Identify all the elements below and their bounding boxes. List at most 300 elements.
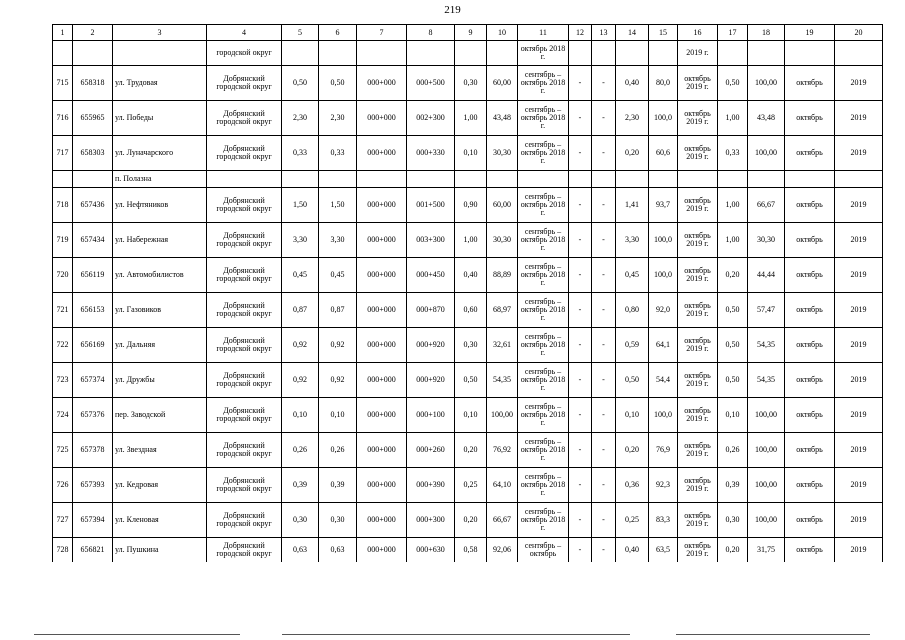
start-km-cell: 000+000 [357, 328, 407, 363]
planned-percent-cell: 100,0 [649, 258, 678, 293]
street-name-cell: ул. Дружбы [113, 363, 207, 398]
table-row [53, 328, 883, 363]
planned-percent-cell: 93,7 [649, 188, 678, 223]
length-cell [282, 171, 319, 188]
repair-length-cell: 0,20 [455, 433, 487, 468]
end-km-cell [407, 171, 455, 188]
actual-percent-cell: 100,00 [748, 503, 785, 538]
column-number-header: 1 [53, 25, 73, 41]
repair-percent-cell: 100,00 [487, 398, 518, 433]
col-12-cell: - [569, 328, 592, 363]
row-number-cell: 725 [53, 433, 73, 468]
repair-period-cell: сентябрь – октябрь 2018 г. [518, 398, 569, 433]
column-number-header: 5 [282, 25, 319, 41]
column-number-header: 20 [835, 25, 883, 41]
road-id-cell: 657376 [73, 398, 113, 433]
municipality-cell: Добрянский городской округ [207, 188, 282, 223]
end-km-cell: 000+870 [407, 293, 455, 328]
col-12-cell: - [569, 503, 592, 538]
actual-length-cell: 0,20 [718, 538, 748, 563]
start-km-cell: 000+000 [357, 363, 407, 398]
street-name-cell: ул. Кленовая [113, 503, 207, 538]
road-register-table [52, 24, 883, 562]
end-km-cell: 000+330 [407, 136, 455, 171]
length-total-cell: 2,30 [319, 101, 357, 136]
month-cell: октябрь [785, 258, 835, 293]
actual-percent-cell: 43,48 [748, 101, 785, 136]
planned-period-cell: октябрь 2019 г. [678, 433, 718, 468]
row-number-cell: 716 [53, 101, 73, 136]
end-km-cell: 000+500 [407, 66, 455, 101]
municipality-cell: Добрянский городской округ [207, 503, 282, 538]
column-number-header: 8 [407, 25, 455, 41]
table-row [53, 503, 883, 538]
repair-length-cell: 0,50 [455, 363, 487, 398]
end-km-cell: 000+450 [407, 258, 455, 293]
start-km-cell: 000+000 [357, 101, 407, 136]
length-cell: 0,26 [282, 433, 319, 468]
repair-percent-cell: 54,35 [487, 363, 518, 398]
planned-length-cell: 0,20 [616, 136, 649, 171]
actual-length-cell: 0,50 [718, 328, 748, 363]
planned-percent-cell: 83,3 [649, 503, 678, 538]
row-number-cell: 715 [53, 66, 73, 101]
actual-percent-cell: 100,00 [748, 66, 785, 101]
start-km-cell: 000+000 [357, 66, 407, 101]
month-cell: октябрь [785, 398, 835, 433]
planned-percent-cell: 100,0 [649, 101, 678, 136]
column-number-header: 3 [113, 25, 207, 41]
repair-percent-cell: 60,00 [487, 66, 518, 101]
actual-percent-cell [748, 41, 785, 66]
col-13-cell [592, 41, 616, 66]
table-row [53, 538, 883, 563]
row-number-cell: 719 [53, 223, 73, 258]
column-number-header: 2 [73, 25, 113, 41]
repair-period-cell: сентябрь – октябрь 2018 г. [518, 328, 569, 363]
length-total-cell: 0,92 [319, 328, 357, 363]
year-cell: 2019 [835, 101, 883, 136]
actual-percent-cell: 100,00 [748, 468, 785, 503]
year-cell [835, 171, 883, 188]
month-cell: октябрь [785, 136, 835, 171]
length-total-cell: 0,30 [319, 503, 357, 538]
actual-percent-cell: 100,00 [748, 136, 785, 171]
repair-period-cell: сентябрь – октябрь 2018 г. [518, 433, 569, 468]
length-total-cell: 0,10 [319, 398, 357, 433]
planned-percent-cell [649, 171, 678, 188]
actual-percent-cell: 31,75 [748, 538, 785, 563]
repair-percent-cell: 66,67 [487, 503, 518, 538]
length-cell: 0,39 [282, 468, 319, 503]
col-12-cell: - [569, 293, 592, 328]
road-id-cell: 657394 [73, 503, 113, 538]
end-km-cell: 001+500 [407, 188, 455, 223]
column-number-header: 10 [487, 25, 518, 41]
length-total-cell [319, 171, 357, 188]
planned-period-cell: октябрь 2019 г. [678, 538, 718, 563]
length-cell: 2,30 [282, 101, 319, 136]
length-cell: 0,92 [282, 363, 319, 398]
end-km-cell [407, 41, 455, 66]
actual-length-cell: 0,50 [718, 363, 748, 398]
planned-length-cell [616, 171, 649, 188]
month-cell: октябрь [785, 66, 835, 101]
repair-percent-cell: 30,30 [487, 136, 518, 171]
col-12-cell: - [569, 258, 592, 293]
page-number: 219 [444, 4, 461, 16]
planned-percent-cell: 63,5 [649, 538, 678, 563]
start-km-cell [357, 41, 407, 66]
repair-period-cell: сентябрь – октябрь 2018 г. [518, 293, 569, 328]
col-13-cell: - [592, 293, 616, 328]
month-cell [785, 171, 835, 188]
actual-percent-cell: 100,00 [748, 398, 785, 433]
length-total-cell: 0,39 [319, 468, 357, 503]
table-row [53, 468, 883, 503]
column-number-header: 19 [785, 25, 835, 41]
month-cell: октябрь [785, 101, 835, 136]
end-km-cell: 000+630 [407, 538, 455, 563]
repair-period-cell: сентябрь – октябрь 2018 г. [518, 223, 569, 258]
actual-percent-cell: 54,35 [748, 363, 785, 398]
actual-length-cell: 0,20 [718, 258, 748, 293]
column-number-header: 4 [207, 25, 282, 41]
length-total-cell: 1,50 [319, 188, 357, 223]
actual-percent-cell: 30,30 [748, 223, 785, 258]
col-12-cell: - [569, 538, 592, 563]
col-12-cell: - [569, 398, 592, 433]
planned-percent-cell: 92,3 [649, 468, 678, 503]
column-number-header: 9 [455, 25, 487, 41]
planned-percent-cell: 100,0 [649, 223, 678, 258]
repair-period-cell: октябрь 2018 г. [518, 41, 569, 66]
table-row [53, 223, 883, 258]
month-cell: октябрь [785, 468, 835, 503]
repair-length-cell: 0,25 [455, 468, 487, 503]
col-13-cell: - [592, 538, 616, 563]
col-13-cell: - [592, 223, 616, 258]
planned-period-cell: октябрь 2019 г. [678, 258, 718, 293]
month-cell: октябрь [785, 223, 835, 258]
column-number-header: 16 [678, 25, 718, 41]
road-id-cell [73, 41, 113, 66]
year-cell [835, 41, 883, 66]
planned-percent-cell: 100,0 [649, 398, 678, 433]
street-name-cell: ул. Набережная [113, 223, 207, 258]
locality-label: п. Полазна [113, 171, 207, 188]
street-name-cell: ул. Луначарского [113, 136, 207, 171]
col-13-cell: - [592, 66, 616, 101]
municipality-cell [207, 171, 282, 188]
planned-length-cell: 1,41 [616, 188, 649, 223]
year-cell: 2019 [835, 363, 883, 398]
length-total-cell: 0,63 [319, 538, 357, 563]
actual-length-cell: 0,33 [718, 136, 748, 171]
year-cell: 2019 [835, 433, 883, 468]
length-total-cell: 0,92 [319, 363, 357, 398]
end-km-cell: 003+300 [407, 223, 455, 258]
planned-percent-cell [649, 41, 678, 66]
col-12-cell: - [569, 363, 592, 398]
repair-percent-cell: 60,00 [487, 188, 518, 223]
repair-period-cell: сентябрь – октябрь 2018 г. [518, 136, 569, 171]
municipality-cell: Добрянский городской округ [207, 101, 282, 136]
row-number-cell: 724 [53, 398, 73, 433]
repair-percent-cell: 68,97 [487, 293, 518, 328]
planned-length-cell: 0,25 [616, 503, 649, 538]
col-13-cell: - [592, 398, 616, 433]
start-km-cell: 000+000 [357, 188, 407, 223]
street-name-cell: пер. Заводской [113, 398, 207, 433]
planned-length-cell: 0,36 [616, 468, 649, 503]
end-km-cell: 000+920 [407, 363, 455, 398]
planned-length-cell: 3,30 [616, 223, 649, 258]
length-cell: 0,92 [282, 328, 319, 363]
road-id-cell: 656169 [73, 328, 113, 363]
col-12-cell [569, 41, 592, 66]
table-row [53, 188, 883, 223]
municipality-cell: Добрянский городской округ [207, 223, 282, 258]
municipality-cell: Добрянский городской округ [207, 538, 282, 563]
planned-period-cell: октябрь 2019 г. [678, 66, 718, 101]
municipality-cell: Добрянский городской округ [207, 293, 282, 328]
length-cell: 3,30 [282, 223, 319, 258]
col-13-cell: - [592, 136, 616, 171]
col-13-cell: - [592, 468, 616, 503]
repair-length-cell: 0,40 [455, 258, 487, 293]
col-13-cell: - [592, 101, 616, 136]
end-km-cell: 000+300 [407, 503, 455, 538]
column-number-header: 15 [649, 25, 678, 41]
col-13-cell: - [592, 503, 616, 538]
planned-percent-cell: 92,0 [649, 293, 678, 328]
length-cell: 0,63 [282, 538, 319, 563]
month-cell: октябрь [785, 328, 835, 363]
planned-length-cell: 2,30 [616, 101, 649, 136]
repair-percent-cell: 32,61 [487, 328, 518, 363]
street-name-cell: ул. Автомобилистов [113, 258, 207, 293]
street-name-cell: ул. Дальняя [113, 328, 207, 363]
repair-period-cell: сентябрь – октябрь 2018 г. [518, 468, 569, 503]
end-km-cell: 002+300 [407, 101, 455, 136]
column-number-header: 18 [748, 25, 785, 41]
month-cell: октябрь [785, 538, 835, 563]
actual-percent-cell [748, 171, 785, 188]
actual-percent-cell: 66,67 [748, 188, 785, 223]
year-cell: 2019 [835, 293, 883, 328]
length-cell: 0,33 [282, 136, 319, 171]
repair-period-cell: сентябрь – октябрь 2018 г. [518, 66, 569, 101]
repair-percent-cell [487, 171, 518, 188]
municipality-cell: Добрянский городской округ [207, 433, 282, 468]
year-cell: 2019 [835, 538, 883, 563]
actual-length-cell: 0,26 [718, 433, 748, 468]
row-number-cell [53, 171, 73, 188]
start-km-cell: 000+000 [357, 468, 407, 503]
row-number-cell: 727 [53, 503, 73, 538]
repair-percent-cell: 30,30 [487, 223, 518, 258]
col-12-cell: - [569, 223, 592, 258]
col-13-cell: - [592, 433, 616, 468]
planned-period-cell: октябрь 2019 г. [678, 468, 718, 503]
repair-length-cell: 0,60 [455, 293, 487, 328]
actual-length-cell: 0,30 [718, 503, 748, 538]
length-cell: 0,50 [282, 66, 319, 101]
footer-rule-right [676, 634, 870, 635]
start-km-cell: 000+000 [357, 293, 407, 328]
start-km-cell [357, 171, 407, 188]
planned-percent-cell: 60,6 [649, 136, 678, 171]
planned-length-cell: 0,50 [616, 363, 649, 398]
repair-length-cell: 1,00 [455, 223, 487, 258]
municipality-cell: Добрянский городской округ [207, 328, 282, 363]
actual-percent-cell: 100,00 [748, 433, 785, 468]
road-id-cell: 655965 [73, 101, 113, 136]
actual-length-cell: 0,50 [718, 293, 748, 328]
repair-period-cell: сентябрь – октябрь [518, 538, 569, 563]
length-total-cell: 0,26 [319, 433, 357, 468]
road-id-cell: 657393 [73, 468, 113, 503]
actual-length-cell [718, 41, 748, 66]
col-12-cell: - [569, 136, 592, 171]
length-cell: 0,87 [282, 293, 319, 328]
actual-length-cell: 0,39 [718, 468, 748, 503]
street-name-cell: ул. Кедровая [113, 468, 207, 503]
planned-percent-cell: 54,4 [649, 363, 678, 398]
road-id-cell: 656153 [73, 293, 113, 328]
road-id-cell: 658318 [73, 66, 113, 101]
month-cell: октябрь [785, 433, 835, 468]
row-number-cell [53, 41, 73, 66]
start-km-cell: 000+000 [357, 433, 407, 468]
end-km-cell: 000+390 [407, 468, 455, 503]
end-km-cell: 000+100 [407, 398, 455, 433]
municipality-cell: Добрянский городской округ [207, 468, 282, 503]
row-number-cell: 721 [53, 293, 73, 328]
column-number-header: 13 [592, 25, 616, 41]
repair-length-cell [455, 41, 487, 66]
planned-percent-cell: 80,0 [649, 66, 678, 101]
road-id-cell: 657434 [73, 223, 113, 258]
col-12-cell: - [569, 66, 592, 101]
road-id-cell: 657436 [73, 188, 113, 223]
actual-length-cell: 1,00 [718, 223, 748, 258]
actual-length-cell: 0,10 [718, 398, 748, 433]
month-cell: октябрь [785, 363, 835, 398]
planned-period-cell [678, 171, 718, 188]
repair-period-cell [518, 171, 569, 188]
year-cell: 2019 [835, 136, 883, 171]
row-number-cell: 720 [53, 258, 73, 293]
end-km-cell: 000+260 [407, 433, 455, 468]
actual-length-cell: 0,50 [718, 66, 748, 101]
repair-period-cell: сентябрь – октябрь 2018 г. [518, 363, 569, 398]
planned-period-cell: октябрь 2019 г. [678, 328, 718, 363]
year-cell: 2019 [835, 258, 883, 293]
table-row [53, 433, 883, 468]
column-number-header: 6 [319, 25, 357, 41]
start-km-cell: 000+000 [357, 136, 407, 171]
year-cell: 2019 [835, 503, 883, 538]
planned-length-cell: 0,20 [616, 433, 649, 468]
col-12-cell: - [569, 468, 592, 503]
start-km-cell: 000+000 [357, 398, 407, 433]
road-id-cell: 658303 [73, 136, 113, 171]
length-total-cell: 0,33 [319, 136, 357, 171]
street-name-cell: ул. Пушкина [113, 538, 207, 563]
length-cell: 0,10 [282, 398, 319, 433]
col-12-cell: - [569, 188, 592, 223]
repair-percent-cell [487, 41, 518, 66]
column-number-header: 17 [718, 25, 748, 41]
start-km-cell: 000+000 [357, 538, 407, 563]
month-cell: октябрь [785, 293, 835, 328]
actual-length-cell [718, 171, 748, 188]
municipality-cell: Добрянский городской округ [207, 398, 282, 433]
col-12-cell [569, 171, 592, 188]
col-13-cell: - [592, 258, 616, 293]
table-row [53, 66, 883, 101]
year-cell: 2019 [835, 468, 883, 503]
planned-percent-cell: 76,9 [649, 433, 678, 468]
footer-rule-mid [282, 634, 630, 635]
municipality-cell: Добрянский городской округ [207, 136, 282, 171]
year-cell: 2019 [835, 328, 883, 363]
length-total-cell: 0,45 [319, 258, 357, 293]
repair-percent-cell: 92,06 [487, 538, 518, 563]
planned-period-cell: октябрь 2019 г. [678, 363, 718, 398]
row-number-cell: 723 [53, 363, 73, 398]
repair-length-cell: 0,10 [455, 136, 487, 171]
municipality-cell: городской округ [207, 41, 282, 66]
end-km-cell: 000+920 [407, 328, 455, 363]
planned-length-cell: 0,10 [616, 398, 649, 433]
month-cell: октябрь [785, 188, 835, 223]
planned-period-cell: октябрь 2019 г. [678, 188, 718, 223]
table-row [53, 363, 883, 398]
col-13-cell: - [592, 363, 616, 398]
col-13-cell: - [592, 188, 616, 223]
table-row [53, 258, 883, 293]
continuation-row [53, 41, 883, 66]
year-cell: 2019 [835, 188, 883, 223]
column-number-header: 7 [357, 25, 407, 41]
planned-period-cell: октябрь 2019 г. [678, 293, 718, 328]
planned-percent-cell: 64,1 [649, 328, 678, 363]
municipality-cell: Добрянский городской округ [207, 258, 282, 293]
planned-length-cell: 0,40 [616, 66, 649, 101]
street-name-cell: ул. Звездная [113, 433, 207, 468]
length-cell [282, 41, 319, 66]
table-row [53, 398, 883, 433]
footer-rule-left [34, 634, 240, 635]
col-12-cell: - [569, 433, 592, 468]
col-12-cell: - [569, 101, 592, 136]
actual-percent-cell: 57,47 [748, 293, 785, 328]
planned-length-cell: 0,40 [616, 538, 649, 563]
actual-length-cell: 1,00 [718, 101, 748, 136]
length-total-cell: 0,87 [319, 293, 357, 328]
actual-percent-cell: 44,44 [748, 258, 785, 293]
actual-percent-cell: 54,35 [748, 328, 785, 363]
planned-period-cell: октябрь 2019 г. [678, 223, 718, 258]
street-name-cell: ул. Победы [113, 101, 207, 136]
road-id-cell: 656119 [73, 258, 113, 293]
length-cell: 0,45 [282, 258, 319, 293]
column-number-header: 14 [616, 25, 649, 41]
row-number-cell: 717 [53, 136, 73, 171]
